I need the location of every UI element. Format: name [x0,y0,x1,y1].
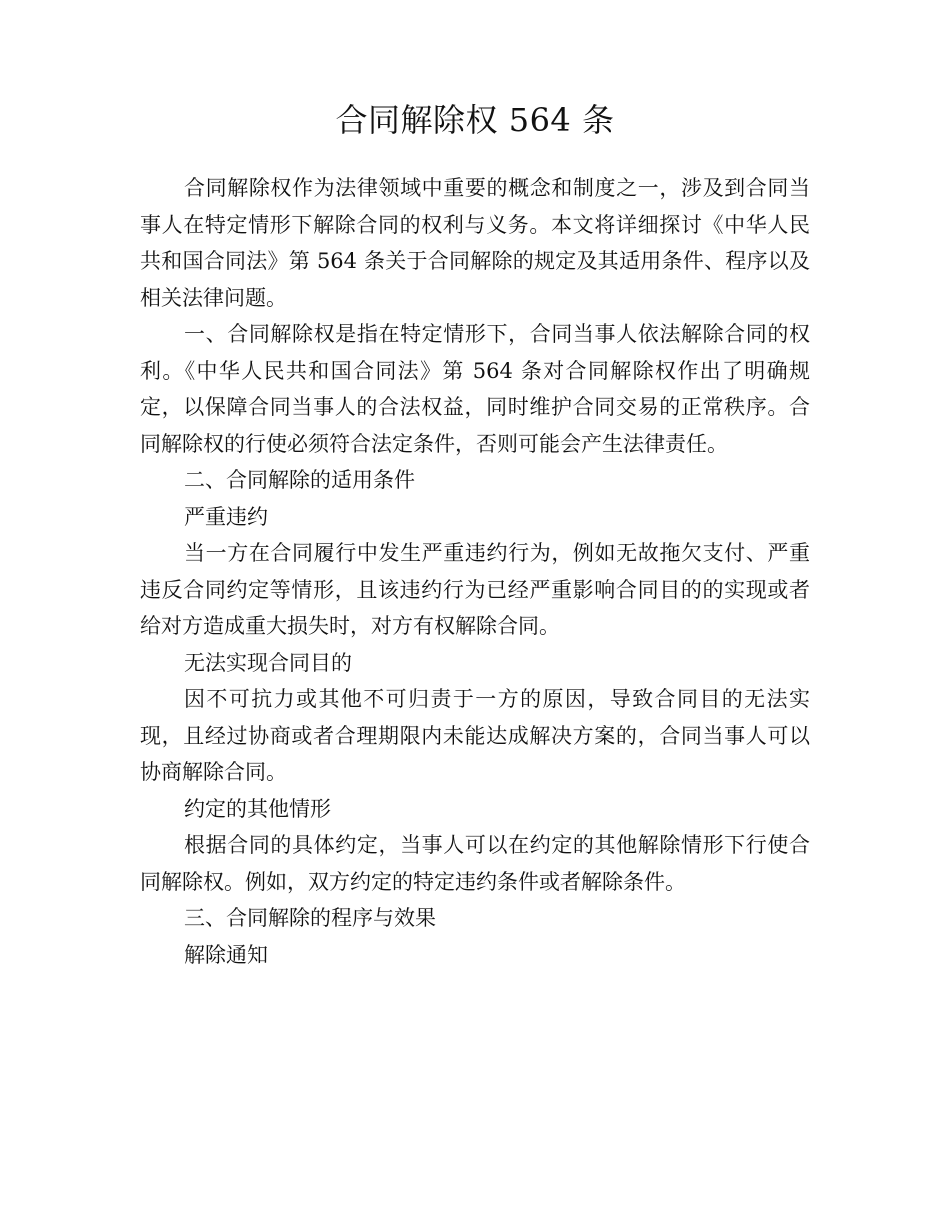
subheading-termination-notice: 解除通知 [184,942,268,967]
paragraph-serious-breach: 当一方在合同履行中发生严重违约行为，例如无故拖欠支付、严重违反合同约定等情形，且该违约行为已经严重影响合同目的的实现或者给对方造成重大损失时，对方有权解除合同。 [140,541,810,638]
subheading-other-agreed: 约定的其他情形 [184,796,331,821]
document-title: 合同解除权 564 条 [335,101,615,139]
paragraph-purpose-unachievable: 因不可抗力或其他不可归责于一方的原因，导致合同目的无法实现，且经过协商或者合理期限内未能达成解决方案的，合同当事人可以协商解除合同。 [140,687,810,784]
section-heading-3: 三、合同解除的程序与效果 [184,906,436,930]
document-body [140,170,810,973]
paragraph-other-agreed: 根据合同的具体约定，当事人可以在约定的其他解除情形下行使合同解除权。例如，双方约定的特定违约条件或者解除条件。 [140,833,810,894]
paragraph-intro: 合同解除权作为法律领域中重要的概念和制度之一，涉及到合同当事人在特定情形下解除合同的权利与义务。本文将详细探讨《中华人民共和国合同法》第 564 条关于合同解除的规定及其适用条件、程序以及相关法律问题。 [140,176,810,310]
subheading-serious-breach: 严重违约 [184,504,268,529]
subheading-purpose-unachievable: 无法实现合同目的 [184,650,352,675]
section-heading-2: 二、合同解除的适用条件 [184,468,415,492]
paragraph-section-1: 一、合同解除权是指在特定情形下，合同当事人依法解除合同的权利。《中华人民共和国合同法》第 564 条对合同解除权作出了明确规定，以保障合同当事人的合法权益，同时维护合同交易的正常秩序。合同解除权的行使必须符合法定条件，否则可能会产生法律责任。 [140,322,810,456]
